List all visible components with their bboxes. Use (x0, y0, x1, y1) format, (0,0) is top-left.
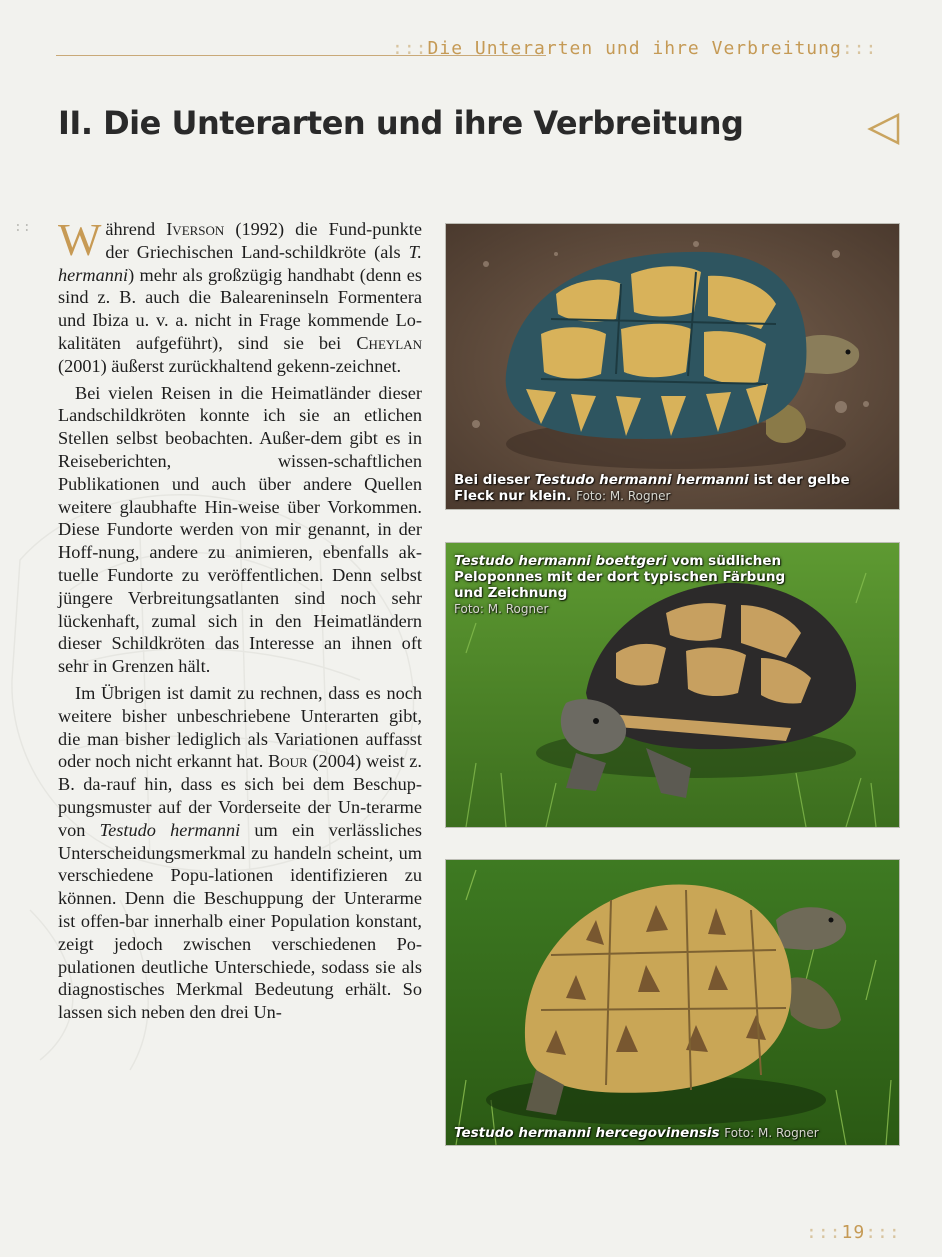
page-number: :::19::: (806, 1222, 901, 1243)
photo-caption: Testudo hermanni hercegovinensis Foto: M. Rogner (454, 1125, 819, 1141)
author-citation: Cheylan (356, 332, 422, 353)
drop-cap: W (58, 214, 102, 265)
page-title: II. Die Unterarten und ihre Verbreitung (58, 104, 744, 142)
running-head: :::Die Unterarten und ihre Verbreitung::: (392, 38, 878, 59)
photo-testudo-hermanni-hermanni (445, 223, 900, 510)
turtle-photo-1 (446, 224, 899, 509)
triangle-left-icon (866, 112, 902, 146)
photo-caption: Testudo hermanni boettgeri vom südlichen Peloponnes mit der dort typischen Färbung und Zeichnung Foto: M. Rogner (454, 553, 786, 616)
photo-testudo-hermanni-hercegovinensis (445, 859, 900, 1146)
species-name: Testudo hermanni (99, 819, 241, 840)
paragraph-1: Während Iverson (1992) die Fund-punkte der Griechischen Land-schildkröte (als T. hermanni) mehr als großzügig handhabt (denn es sind z. B. auch die Baleareninseln Formentera und Ibiza u. v. a. nicht in Frage kommende Lo-kalitäten aufgeführt), sind sie bei Cheylan (2001) äußerst zurückhaltend gekenn-zeichnet. (58, 214, 422, 376)
turtle-photo-3 (446, 860, 899, 1145)
photo-caption: Bei dieser Testudo hermanni hermanni ist der gelbe Fleck nur klein. Foto: M. Rogner (454, 472, 850, 504)
species-name: T. hermanni (58, 241, 422, 285)
author-citation: Iverson (166, 219, 225, 239)
paragraph-2: Bei vielen Reisen in die Heimatländer dieser Landschildkröten konnte ich sie an etlichen Stellen selbst beobachten. Außer-dem gibt es in Reiseberichten, wissen-schaftlichen Publikationen und auch über andere Quellen weitere glaubhafte Hin-weise über Vorkommen. Diese Fundorte werden von mir genannt, in der Hoff-nung, andere zu animieren, ebenfalls ak-tuelle Fundorte zu veröffentlichen. Denn selbst jüngere Verbreitungsatlanten sind noch sehr lückenhaft, zumal sich in den Heimatländern dieser Schildkröten das Interesse an ihnen oft sehr in Grenzen hält. (58, 382, 422, 677)
photo-credit: Foto: M. Rogner (724, 1126, 819, 1140)
body-text-column (58, 214, 422, 1024)
paragraph-3: Im Übrigen ist damit zu rechnen, dass es noch weitere bisher unbeschriebene Unterarten gibt, die man bisher lediglich als Variationen auffasst oder noch nicht erkannt hat. Bour (2004) weist z. B. da-rauf hin, dass es sich bei dem Beschup-pungsmuster auf der Vorderseite der Un-terarme von Testudo hermanni um ein verlässliches Unterscheidungsmerkmal zu handeln scheint, um verschiedene Popu-lationen identifizieren zu können. Denn die Beschuppung der Unterarme ist offen-bar innerhalb einer Population konstant, zeigt jedoch zwischen verschiedenen Po-pulationen deutliche Unterschiede, sodass sie als diagnostisches Merkmal Bedeutung erhält. So lassen sich neben den drei Un- (58, 682, 422, 1023)
photo-credit: Foto: M. Rogner (576, 489, 671, 503)
author-citation: Bour (268, 751, 308, 772)
margin-dots: :: (14, 220, 32, 235)
photo-credit: Foto: M. Rogner (454, 602, 549, 616)
photo-testudo-hermanni-boettgeri (445, 542, 900, 828)
